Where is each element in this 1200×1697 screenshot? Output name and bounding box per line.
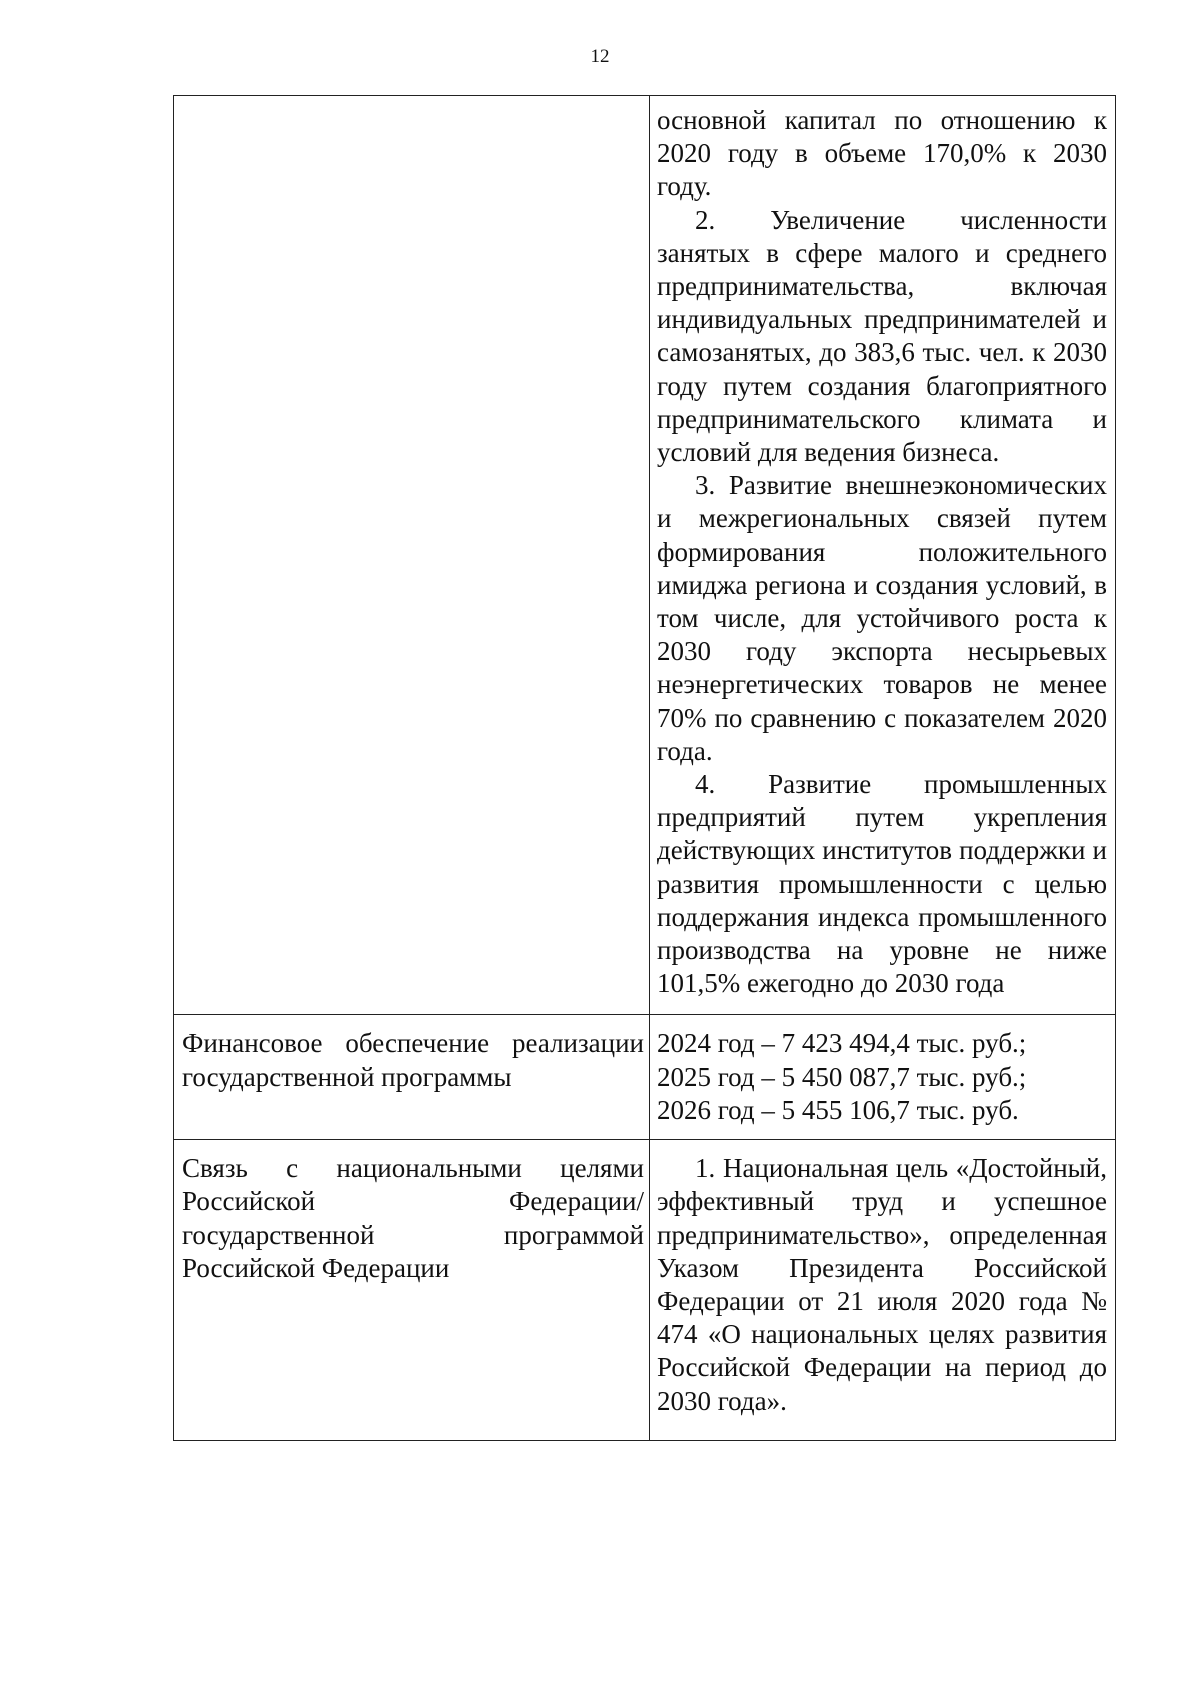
table-row: [174, 1140, 1116, 1441]
table-cell-value: [650, 1140, 1116, 1441]
funding-line: 2025 год – 5 450 087,7 тыс. руб.;: [657, 1061, 1027, 1092]
page-number: 12: [590, 46, 610, 67]
goal-paragraph: 4. Развитие промышленных предприятий путем укрепления действующих институтов поддержки и развития промышленности с целью поддержания индекса промышленного производства на уровне не ниже 101,5% ежегодно до 2030 года: [657, 769, 1107, 999]
table-cell-value: [650, 1015, 1116, 1140]
national-goal-paragraph: 1. Национальная цель «Достойный, эффективный труд и успешное предпринимательство», определенная Указом Президента Российской Федерации от 21 июля 2020 года № 474 «О национальных целях развития Российской Федерации на период до 2030 года».: [657, 1153, 1107, 1416]
table-cell-label: [174, 96, 650, 1015]
goal-paragraph: 3. Развитие внешнеэкономических и межрегиональных связей путем формирования положительного имиджа региона и создания условий, в том числе, для устойчивого роста к 2030 году экспорта несырьевых неэнергетических товаров не менее 70% по сравнению с показателем 2020 года.: [657, 470, 1107, 766]
goal-paragraph: 2. Увеличение численности занятых в сфере малого и среднего предпринимательства, включая индивидуальных предпринимателей и самозанятых, до 383,6 тыс. чел. к 2030 году путем создания благоприятного предпринимательского климата и условий для ведения бизнеса.: [657, 204, 1107, 468]
table-row: [174, 96, 1116, 1015]
table-row: [174, 1015, 1116, 1140]
row-label: Финансовое обеспечение реализации государственной программы: [182, 1028, 644, 1092]
table-cell-label: [174, 1140, 650, 1441]
table-cell-value: [650, 96, 1116, 1015]
passport-table: [173, 95, 1116, 1441]
funding-line: 2024 год – 7 423 494,4 тыс. руб.;: [657, 1028, 1027, 1059]
funding-line: 2026 год – 5 455 106,7 тыс. руб.: [657, 1094, 1019, 1125]
table-cell-label: [174, 1015, 650, 1140]
goal-paragraph: основной капитал по отношению к 2020 году в объеме 170,0% к 2030 году.: [657, 105, 1107, 202]
row-label: Связь с национальными целями Российской Федерации/государственной программой Российской Федерации: [182, 1153, 644, 1283]
